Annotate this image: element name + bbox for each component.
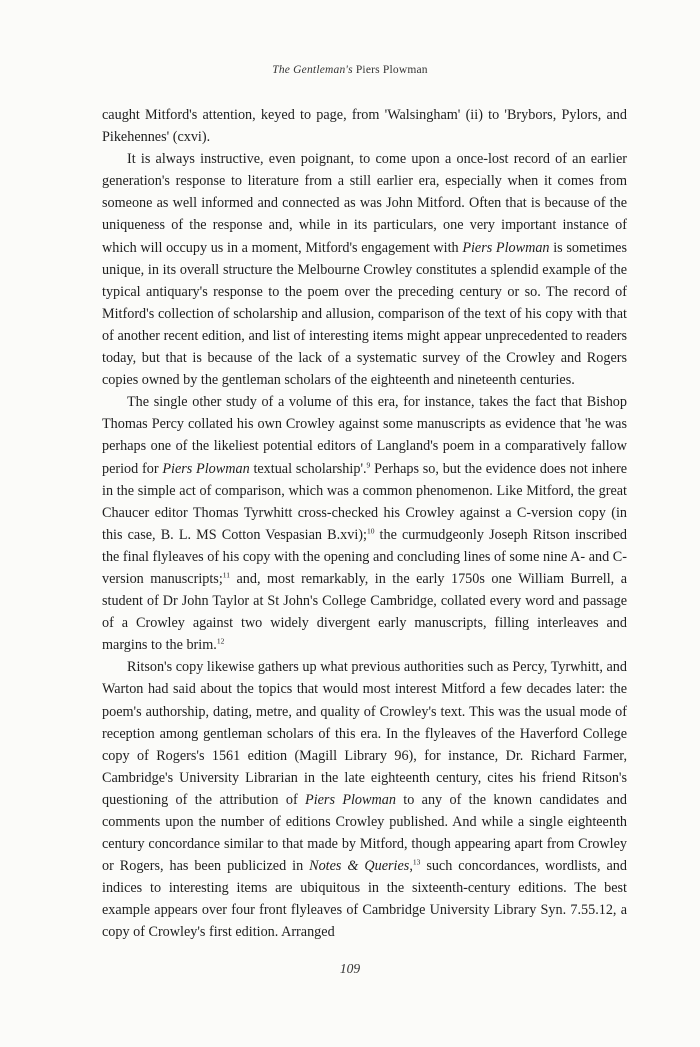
text-run: to any of the known candidates and comments upon the number of editions Crowley published. And while a single eighteenth century concordance similar to that made by Mitford, though appearing apart from Crowley or Rogers, has been publicized in bbox=[102, 791, 628, 875]
text-run: Ritson's copy likewise gathers up what previous authorities such as Percy, Tyrwhitt, and Warton had said about the topics that would most interest Mitford a few decades later: the poem's authorship, dating, metre, and quality of Crowley's text. This was the usual mode of reception among gentleman scholars of this era. In the flyleaves of the Haverford College copy of Rogers's 1561 edition (Magill Library 96), for instance, Dr. Richard Farmer, Cambridge's University Librarian in the late eighteenth century, cites his friend Ritson's questioning of the attribution of bbox=[102, 659, 627, 808]
text-run: textual scholarship'. bbox=[249, 460, 367, 477]
italic-text: Piers Plowman bbox=[162, 460, 250, 477]
text-run: caught Mitford's attention, keyed to page, from 'Walsingham' (ii) to 'Brybors, Pylors, and Pikehennes' (cxvi). bbox=[102, 107, 627, 146]
paragraph bbox=[102, 148, 627, 391]
running-head bbox=[0, 64, 700, 76]
footnote-marker: 13 bbox=[412, 857, 421, 867]
text-run: , bbox=[409, 858, 413, 875]
paragraph bbox=[102, 104, 627, 148]
text-run: The single other study of a volume of this era, for instance, takes the fact that Bishop Thomas Percy collated his own Crowley against some manuscripts as evidence that 'he was perhaps one of the likeliest potential editors of Langland's poem in a comparatively fallow period for bbox=[102, 394, 627, 477]
body-text bbox=[102, 104, 627, 944]
running-head-italic: The Gentleman's bbox=[272, 64, 353, 76]
text-run: Perhaps so, but the evidence does not inhere in the simple act of comparison, which was a common phenomenon. Like Mitford, the great Chaucer editor Thomas Tyrwhitt cross-checked his Crowley against a C-version copy (in this case, B. L. MS Cotton Vespasian B.xvi); bbox=[102, 460, 627, 543]
footnote-marker: 10 bbox=[366, 526, 375, 536]
footnote-marker: 12 bbox=[216, 636, 225, 646]
paragraph bbox=[102, 656, 627, 943]
running-head-rest: Piers Plowman bbox=[352, 64, 428, 76]
footnote-marker: 11 bbox=[222, 570, 230, 580]
page-number: 109 bbox=[339, 961, 361, 976]
italic-text: Piers Plowman bbox=[462, 239, 550, 256]
text-run: such concordances, wordlists, and indices to interesting items are ubiquitous in the sixteenth-century editions. The best example appears over four front flyleaves of Cambridge University Library Syn. 7.55.12, a copy of Crowley's first edition. Arranged bbox=[102, 858, 627, 941]
italic-text: Notes & Queries bbox=[309, 858, 410, 875]
text-run: is sometimes unique, in its overall structure the Melbourne Crowley constitutes a splendid example of the typical antiquary's response to the poem over the preceding century or so. The record of Mitford's collection of scholarship and allusion, comparison of the text of his copy with that of another recent edition, and list of interesting items might appear unprecedented to readers today, but that is because of the lack of a systematic survey of the Crowley and Rogers copies owned by the gentleman scholars of the eighteenth and nineteenth centuries. bbox=[102, 239, 628, 389]
italic-text: Piers Plowman bbox=[305, 791, 396, 808]
text-run: and, most remarkably, in the early 1750s one William Burrell, a student of Dr John Taylor at St John's College Cambridge, collated every word and passage of a Crowley against two widely divergent early manuscripts, filling interleaves and margins to the brim. bbox=[102, 570, 627, 654]
paragraph bbox=[102, 391, 627, 656]
text-run: the curmudgeonly Joseph Ritson inscribed the final flyleaves of his copy with the opening and concluding lines of some nine A- and C-version manuscripts; bbox=[102, 526, 627, 587]
text-run: It is always instructive, even poignant, to come upon a once-lost record of an earlier generation's response to literature from a still earlier era, especially when it comes from someone as well informed and connected as was John Mitford. Often that is because of the uniqueness of the response and, while in its particulars, one very important instance of which will occupy us in a moment, Mitford's engagement with bbox=[102, 151, 627, 256]
footnote-marker: 9 bbox=[366, 459, 371, 469]
